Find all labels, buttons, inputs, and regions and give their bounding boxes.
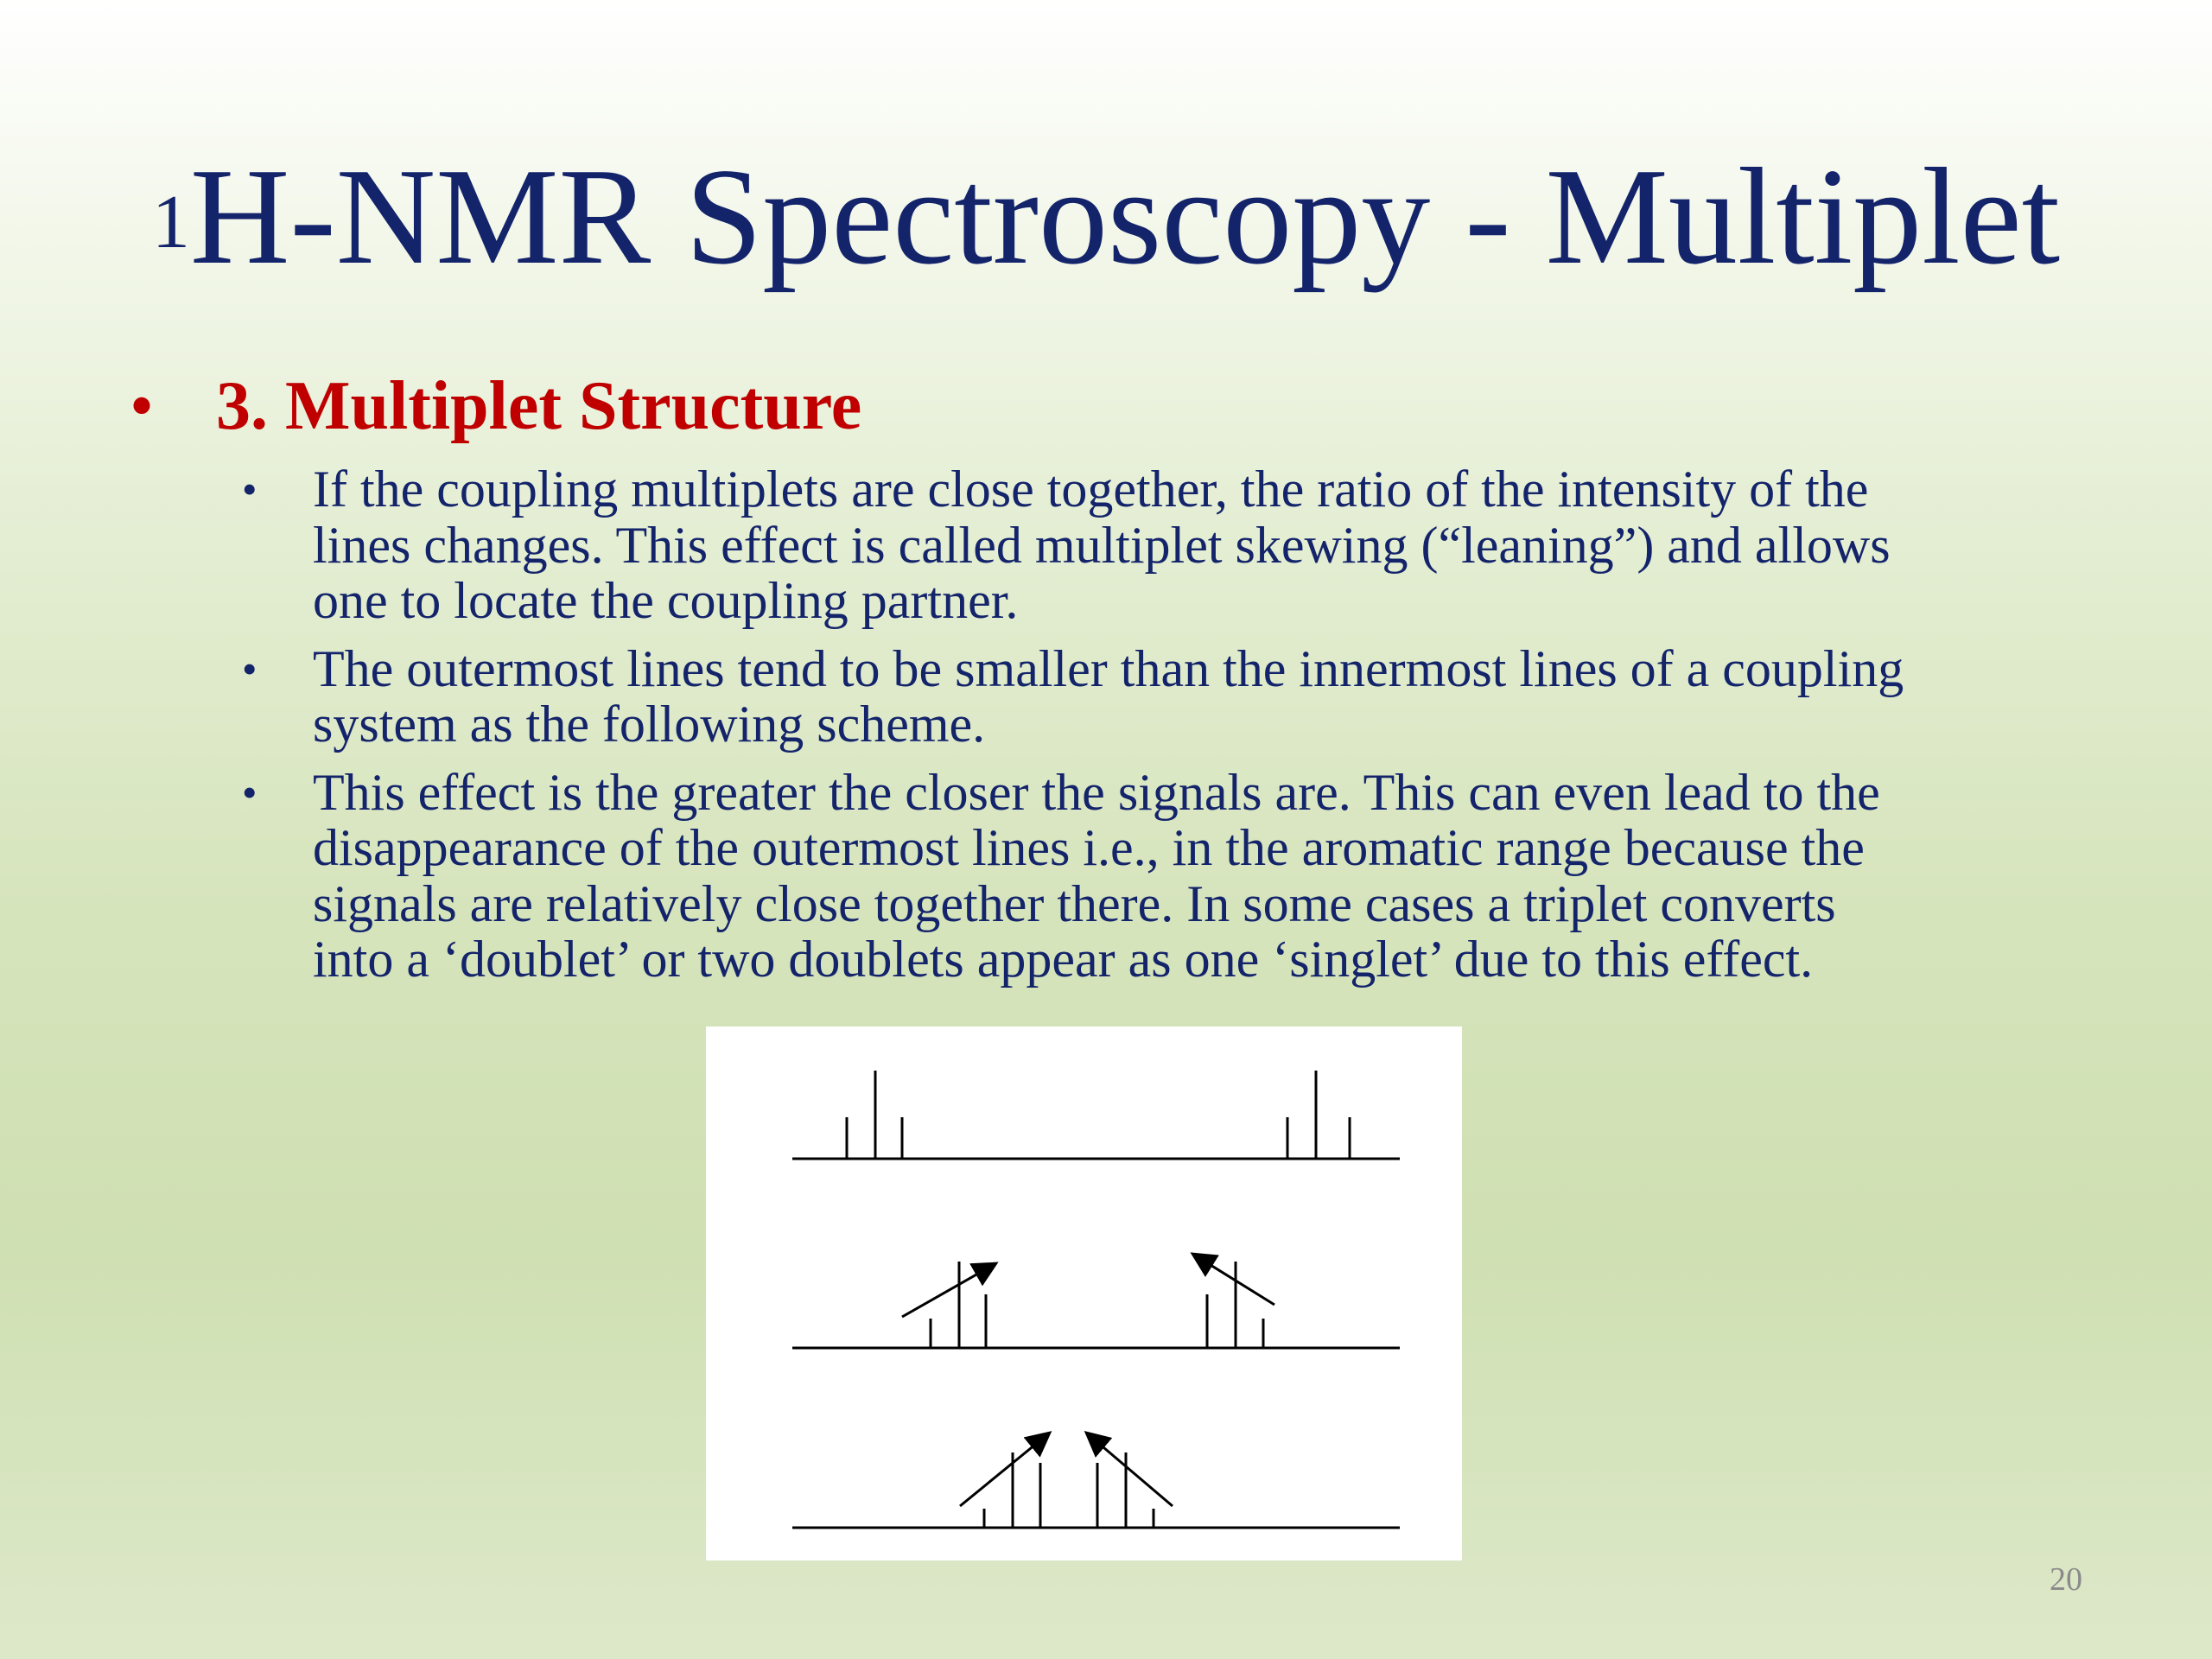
- bullet-icon: •: [242, 644, 257, 693]
- bullet-item-1: [242, 461, 2127, 629]
- bullet-3-line-2: disappearance of the outermost lines i.e., in the aromatic range because the: [313, 819, 1865, 876]
- heading-bullet: [130, 363, 2117, 449]
- bullet-1-line-3: one to locate the coupling partner.: [313, 572, 1019, 629]
- leaning-arrow-left-icon: [1086, 1433, 1173, 1506]
- row-2-leaning: [792, 1254, 1400, 1348]
- title-text: H-NMR Spectroscopy - Multiplet: [189, 139, 2061, 293]
- row-1-separated: [792, 1071, 1400, 1159]
- page-number: 20: [2050, 1561, 2082, 1598]
- multiplet-skewing-figure: [706, 1027, 1462, 1560]
- row-3-strong-leaning: [792, 1433, 1400, 1528]
- leaning-arrow-right-icon: [960, 1433, 1050, 1506]
- multiplet-diagram: [706, 1027, 1462, 1560]
- leaning-arrow-right-icon: [902, 1263, 996, 1317]
- slide-title: [0, 138, 2212, 294]
- section-heading: 3. Multiplet Structure: [216, 368, 862, 444]
- bullet-1-line-1: If the coupling multiplets are close together, the ratio of the intensity of the: [313, 461, 1869, 518]
- bullet-3-line-1: This effect is the greater the closer the signals are. This can even lead to the: [313, 763, 1880, 821]
- slide-content: [130, 363, 2117, 988]
- bullet-1-line-2: lines changes. This effect is called multiplet skewing (“leaning”) and allows: [313, 516, 1891, 574]
- bullet-item-2: [242, 639, 2127, 753]
- bullet-2-line-1: The outermost lines tend to be smaller than the innermost lines of a coupling: [313, 639, 1904, 697]
- bullet-2-line-2: system as the following scheme.: [313, 696, 986, 753]
- title-superscript: 1: [151, 181, 190, 264]
- bullet-3-line-4: into a ‘doublet’ or two doublets appear as one ‘singlet’ due to this effect.: [313, 931, 1814, 988]
- bullet-icon: •: [242, 767, 257, 817]
- leaning-arrow-left-icon: [1192, 1254, 1274, 1305]
- bullet-icon: •: [242, 465, 257, 513]
- bullet-item-3: [242, 763, 2127, 988]
- bullet-icon: •: [130, 368, 155, 444]
- bullet-3-line-3: signals are relatively close together there. In some cases a triplet converts: [313, 874, 1836, 932]
